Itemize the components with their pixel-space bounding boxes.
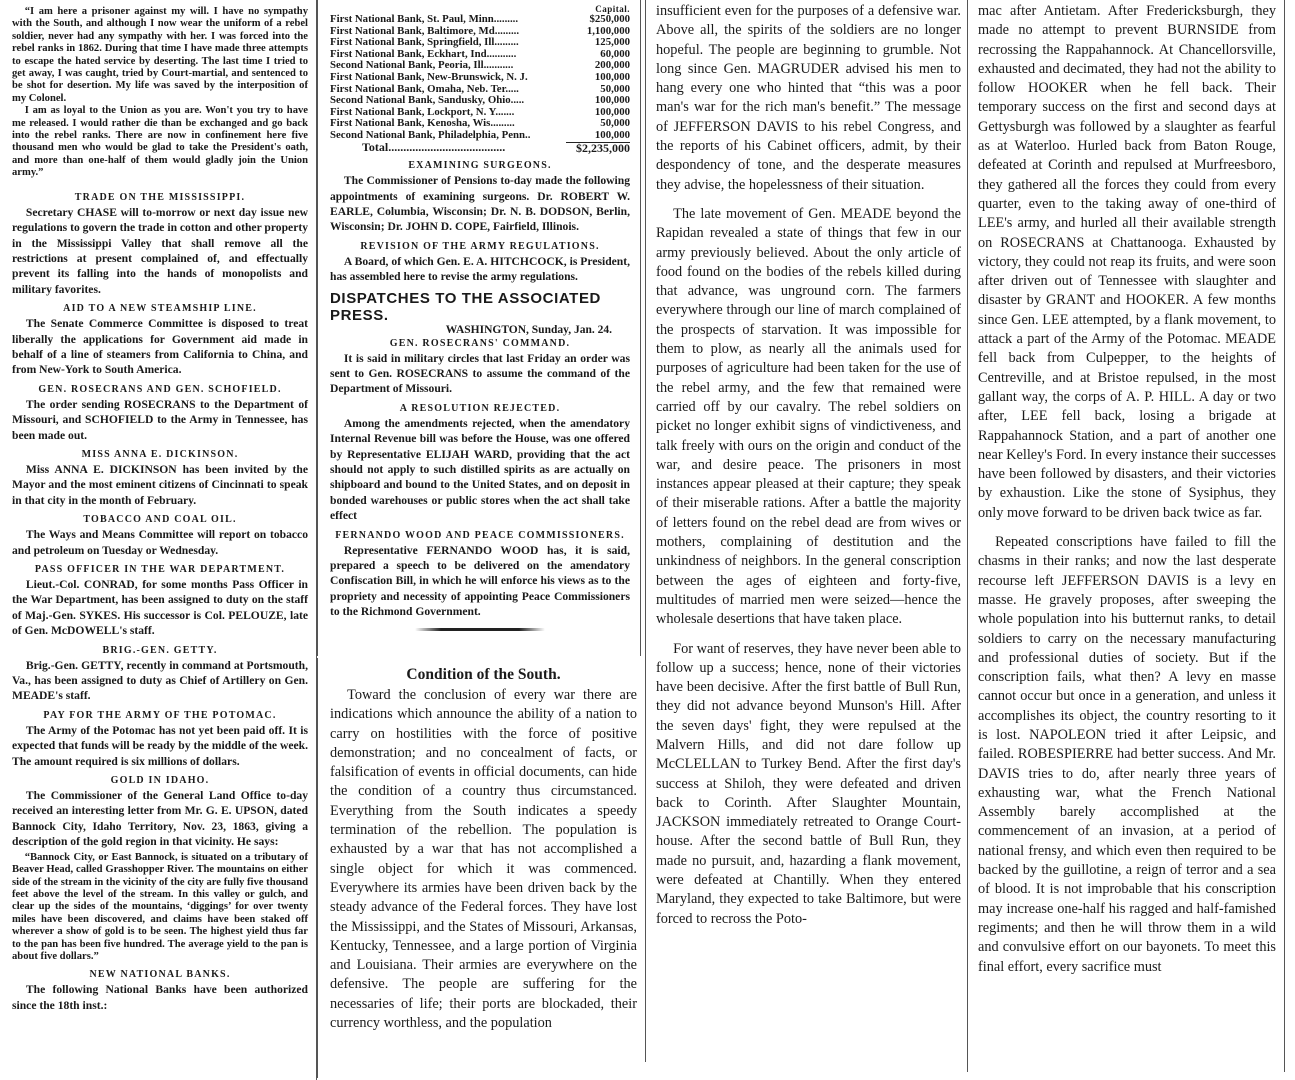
section-body: Lieut.-Col. CONRAD, for some months Pass Officer in the War Department, has been assigned to duty on the staff of Maj.-Gen. SYKES. His successor is Col. PELOUZE, late of Gen. McDOWELL's staff. — [12, 578, 308, 638]
bank-name: First National Bank, Omaha, Neb. Ter..... — [330, 82, 519, 95]
section-heading: TRADE ON THE MISSISSIPPI. — [74, 191, 246, 203]
bank-capital: 100,000 — [594, 70, 630, 83]
dispatches-heading: DISPATCHES TO THE ASSOCIATED PRESS. — [330, 289, 601, 324]
section-body: Representative FERNANDO WOOD has, it is said, prepared a speech to be delivered on the amendatory Confiscation Bill, in which he will enforce his views as to the propriety and necessity of appointing Peace Commissioners to the Richmond Government. — [330, 543, 630, 619]
column-3 — [645, 0, 967, 1062]
bank-capital: 100,000 — [594, 128, 630, 141]
bank-capital: 100,000 — [594, 94, 630, 107]
section-body: A Board, of which Gen. E. A. HITCHCOCK, is President, has assembled here to revise the army regulations. — [330, 254, 630, 284]
prisoner-letter-paragraph-1: “I am here a prisoner against my will. I have no sympathy with the South, and although I now wear the uniform of a rebel soldier, never had any sympathy with her. I was forced into the rebel ranks in 1862. During that time I have made three attempts to escape the hated service by deserting. The last time I tried to get away, I was caught, tried by Court-martial, and sentenced to be shot for desertion. My life was saved by the interposition of my Colonel. — [12, 6, 308, 104]
article-paragraph-continued: mac after Antietam. After Fredericksburgh, they made no attempt to prevent BURNSIDE from recrossing the Rappahannock. At Chancellorsville, exhausted and decimated, they had not the ability to follow HOOKER when he fell back. Their temporary success on the first and second days at Gettysburgh was followed by a slaughter as fearful as at Waterloo. Hurled back from Baton Rouge, defeated at Corinth and repulsed at Murfreesboro, they gathered all the forces they could from every quarter, even to the taking away of one-third of LEE's army, and hurled all their available strength on ROSECRANS at Chattanooga. Exhausted by victory, they could not reap its fruits, and were soon after driven out of Tennessee with slaughter and disaster by GRANT and HOOKER. A few months since Gen. LEE attempted, by a flank movement, to attack a part of the Army of the Potomac. MEADE fell back from Culpepper, to the heights of Centreville, and at Bristoe repulsed, in the most gallant way, the corps of A. P. HILL. A day or two after, LEE fell back, losing a brigade at Rappahannock Station, and a part of another one near Kelley's Ford. In every instance their successes have been followed by disasters, and their victories by exhaustion. Like the stone of Sysiphus, they only move forward to be driven back twice as far. — [978, 3, 1276, 521]
section-divider-rule — [415, 628, 545, 631]
column-4 — [967, 0, 1285, 1072]
section-heading: AID TO A NEW STEAMSHIP LINE. — [63, 303, 257, 315]
bank-name: First National Bank, New-Brunswick, N. J. — [330, 70, 528, 83]
total-value: $2,235,000 — [566, 142, 630, 154]
table-row — [330, 72, 630, 84]
column-1 — [0, 0, 317, 1080]
bank-name: First National Bank, Baltimore, Md......... — [330, 24, 520, 37]
paragraph-gap — [656, 195, 961, 205]
section-body: The Army of the Potomac has not yet been paid off. It is expected that funds will be ready by the middle of the week. The amount required is six millions of dollars. — [12, 723, 308, 768]
table-row — [330, 95, 630, 107]
section-heading: BRIG.-GEN. GETTY. — [102, 644, 218, 656]
section-body: The Commissioner of the General Land Office to-day received an interesting letter from Mr. G. E. UPSON, dated Bannock City, Idaho Territory, Nov. 23, 1863, giving a description of the gold region in that vicinity. He says: — [12, 789, 308, 849]
section-body: The order sending ROSECRANS to the Department of Missouri, and SCHOFIELD to the Army in Tennessee, has been made out. — [12, 397, 308, 442]
article-paragraph: For want of reserves, they have never been able to follow up a success; hence, none of their victories have been decisive. After the first battle of Bull Run, they did not advance beyond Munson's Hill. After the seven days' fight, they were repulsed at the Malvern Hills, and did not dare follow up McCLELLAN to Turkey Bend. After the first day's success at Shiloh, they were defeated and driven back to Corinth. After Slaughter Mountain, JACKSON immediately retreated to Orange Court-house. After the second battle of Bull Run, they made no pursuit, and, hazarding a flank movement, were defeated at Chantilly. When they entered Maryland, they expected to take Baltimore, but were forced to recross the Poto- — [656, 640, 961, 927]
section-body: It is said in military circles that last Friday an order was sent to Gen. ROSECRANS to assume the command of the Department of Missouri. — [330, 351, 630, 396]
section-body: Secretary CHASE will to-morrow or next day issue new regulations to govern the trade in cotton and other property in the Mississippi Valley that shall remove all the restrictions at present complained of, and effectually prevent its falling into the hands of monopolists and military favorites. — [12, 205, 308, 296]
section-heading: PASS OFFICER IN THE WAR DEPARTMENT. — [34, 564, 286, 575]
section-heading: FERNANDO WOOD AND PEACE COMMISSIONERS. — [335, 529, 625, 541]
bank-name: Second National Bank, Philadelphia, Penn.. — [330, 129, 531, 142]
section-body: The Senate Commerce Committee is disposed to treat liberally the applications for Government aid made in behalf of a line of steamers from California to China, and from New-York to South America. — [12, 317, 308, 377]
section-body: The Commissioner of Pensions to-day made the following appointments of examining surgeons. Dr. ROBERT W. EARLE, Columbia, Wisconsin; Dr. N. B. DODSON, Berlin, Wisconsin; Dr. JOHN D. COPE, Fairfield, Illinois. — [330, 174, 630, 234]
bank-capital: 200,000 — [594, 59, 630, 72]
bank-capital: $250,000 — [589, 13, 630, 25]
gold-letter-quote: “Bannock City, or East Bannock, is situated on a tributary of Beaver Head, called Grasshopper River. The mountains on either side of the stream in the vicinity of the city are fully five thousand feet above the level of the stream. In this valley or gulch, and clear up the sides of the mountains, ‘diggings’ for over twenty miles have been discovered, and claims have been staked off wherever a show of gold is to be seen. The highest yield thus far to the pan has been five hundred. The average yield to the pan is about five dollars.” — [12, 851, 308, 962]
bank-name: First National Bank, Eckhart, Ind........... — [330, 47, 517, 60]
paragraph-gap — [978, 523, 1276, 533]
section-heading: NEW NATIONAL BANKS. — [89, 969, 231, 981]
article-paragraph: Toward the conclusion of every war there are indications which announce the ability of a nation to carry on hostilities with the force of positive demonstration; and no concealment of facts, or falsification of events in official documents, can hide the condition of a country thus circumstanced. Everything from the South indicates a speedy termination of the rebellion. The population is exhausted by a war that has not accomplished a single object for which it was commenced. Everywhere its armies have been driven back by the steady advance of the Federal forces. They have lost the Mississippi, and the States of Missouri, Arkansas, Kentucky, Tennessee, and a large portion of Virginia and Louisiana. Their armies are everywhere on the defensive. The people are suffering for the necessaries of life; their ports are blockaded, their currency worthless, and the population — [330, 687, 637, 1032]
bank-name: First National Bank, Kenosha, Wis......... — [330, 117, 515, 130]
bank-capital: 50,000 — [600, 117, 630, 130]
section-body: Brig.-Gen. GETTY, recently in command at Portsmouth, Va., has been assigned to duty as Chief of Artillery on Gen. MEADE's staff. — [12, 658, 308, 703]
section-heading: REVISION OF THE ARMY REGULATIONS. — [360, 240, 600, 252]
bank-capital: 100,000 — [594, 105, 630, 118]
article-paragraph-continued: insufficient even for the purposes of a defensive war. Above all, the spirits of the soldiers are no longer hopeful. The people are beginning to grumble. Not long since Gen. MAGRUDER advised his men to hang every one who hinted that “this was a poor man's war for the rich man's benefit.” The message of JEFFERSON DAVIS to his rebel Congress, and the reports of his Cabinet officers, admit, by their despondency of tone, and the desperate measures they advise, the hopelessness of their situation. — [656, 3, 961, 193]
article-title: Condition of the South. — [406, 666, 561, 683]
paragraph-gap — [656, 630, 961, 640]
bank-capital: 1,100,000 — [586, 24, 630, 37]
section-heading: GEN. ROSECRANS AND GEN. SCHOFIELD. — [38, 383, 282, 395]
banks-table — [330, 14, 630, 154]
article-paragraph: Repeated conscriptions have failed to fill the chasms in their ranks; and now the last desperate recourse left JEFFERSON DAVIS is a levy en masse. He gravely proposes, after sweeping the whole population into his butternut ranks, to detail soldiers to carry on the necessary manufacturing and professional duties of society. But if the conscription fails, what then? A levy en masse cannot occur but once in a generation, and unless it accomplishes its object, the country resorting to it is lost. NAPOLEON tried it after Leipsic, and failed. ROBESPIERRE had better success. And Mr. DAVIS tries to do, after nearly three years of exhausting war, what the French National Assembly barely accomplished at the commencement of an invasion, at a period of national frensy, and which even then required to be backed by the guillotine, a reign of terror and a sea of blood. It is not improbable that his conscription may increase one-half his ragged and half-famished regiments; and then he will throw them in a wild and convulsive effort on our bayonets. To meet this final effort, every sacrifice must — [978, 534, 1276, 975]
bank-capital: 50,000 — [600, 82, 630, 95]
section-heading: MISS ANNA E. DICKINSON. — [81, 448, 239, 460]
total-row — [330, 142, 630, 154]
prisoner-letter-paragraph-2: I am as loyal to the Union as you are. Won't you try to have me released. I would rather die than be exchanged and go back into the rebel ranks. There are now in confinement here five thousand men who would be glad to take the President's oath, and more than one-half of them would gladly join the Union army.” — [12, 105, 308, 179]
section-heading: A RESOLUTION REJECTED. — [399, 402, 561, 414]
dateline: WASHINGTON, Sunday, Jan. 24. — [445, 323, 612, 336]
section-heading: PAY FOR THE ARMY OF THE POTOMAC. — [43, 709, 277, 721]
bank-capital: 125,000 — [594, 36, 630, 49]
total-label: Total....................................... — [362, 140, 506, 155]
bank-name: Second National Bank, Peoria, Ill........... — [330, 59, 514, 72]
section-body: The Ways and Means Committee will report on tobacco and petroleum on Tuesday or Wednesday. — [12, 528, 308, 557]
section-heading: GOLD IN IDAHO. — [110, 775, 210, 787]
capital-column-header: Capital. — [595, 4, 630, 14]
table-row — [330, 118, 630, 130]
section-heading: EXAMINING SURGEONS. — [408, 160, 552, 172]
section-body: Among the amendments rejected, when the amendatory Internal Revenue bill was before the House, was one offered by Representative ELIJAH WARD, providing that the act should not apply to such distilled spirits as are actually on shipboard and bound to the United States, and on deposit in bonded warehouses or public stores when the act shall take effect — [330, 416, 630, 523]
bank-name: First National Bank, Lockport, N. Y....... — [330, 105, 515, 118]
bank-name: First National Bank, St. Paul, Minn......... — [330, 13, 519, 25]
bank-capital: 60,000 — [600, 47, 630, 60]
section-body: The following National Banks have been authorized since the 18th inst.: — [12, 983, 308, 1012]
table-row — [330, 14, 630, 26]
section-heading: TOBACCO AND COAL OIL. — [83, 514, 237, 526]
section-body: Miss ANNA E. DICKINSON has been invited by the Mayor and the most eminent citizens of Cincinnati to speak in that city in the month of February. — [12, 462, 308, 507]
section-heading: GEN. ROSECRANS' COMMAND. — [389, 337, 571, 349]
column-2-top — [317, 0, 641, 656]
column-2-bottom — [317, 658, 645, 1078]
article-paragraph: The late movement of Gen. MEADE beyond the Rapidan revealed a state of things that few in our army previously believed. About the only article of food found on the bodies of the rebels killed during that advance, was unground corn. The farmers everywhere through our line of march complained of the prospects of starvation. It was impossible for them to plow, as nearly all the animals used for purposes of agriculture had been taken for the use of the rebel army, and the few that remained were carried off by our cavalry. The rebel soldiers on picket no longer exhibit signs of vindictiveness, and talk freely with ours on the origin and conduct of the war, and desire peace. The prisoners in most instances appear pleased at their capture; they speak of their miserable rations. After a battle the majority of letters found on the rebel dead are from wives or mothers, complaining of destitution and the unkindness of neighbors. In the general conscription between the ages of eighteen and forty-five, multitudes of married men were seized—hence the wholesale desertions that have taken place. — [656, 205, 961, 628]
bank-name: First National Bank, Springfield, Ill......... — [330, 36, 519, 49]
bank-name: Second National Bank, Sandusky, Ohio..... — [330, 94, 525, 107]
